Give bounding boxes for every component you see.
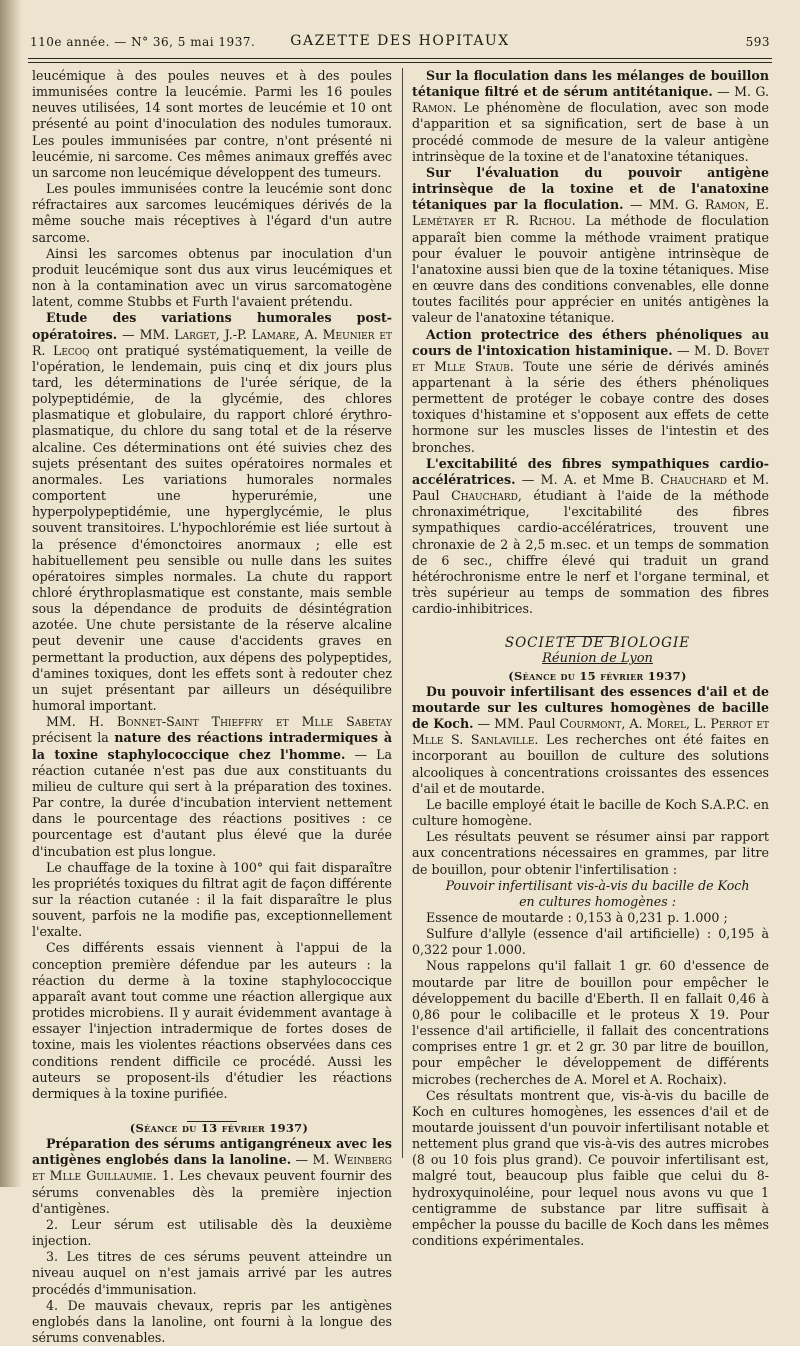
session-heading: (Séance du 15 février 1937) bbox=[508, 668, 687, 683]
issue-info: 110e année. — N° 36, 5 mai 1937. bbox=[30, 35, 256, 49]
paragraph: Ces résultats montrent que, vis-à-vis du bacille de Koch en cultures homogènes, les essences d'ail et de moutarde jouissent d'un pouvoir infertilisant notable et nettement plus grand que vis-à-vis des autres microbes (8 ou 10 fois plus grand). Ce pouvoir infertilisant est, malgré tout, beaucoup plus faible que celui du 8-hydroxyquinoléine, pour lequel nous avons vu que 1 centigramme de substance par litre suffisait à empêcher la pousse du bacille de Koch dans les mêmes conditions expérimentales. bbox=[412, 1087, 769, 1249]
article-title: Préparation des sérums antigangréneux avec les antigènes englobés dans la lanoline. bbox=[32, 1136, 392, 1168]
paragraph: Préparation des sérums antigangréneux avec les antigènes englobés dans la lanoline. — M. Weinberg et Mlle Guillaumie. 1. Les chevaux peuvent fournir des sérums convenables dès la première injection d'antigènes. bbox=[32, 1136, 393, 1216]
paragraph: Essence de moutarde : 0,153 à 0,231 p. 1.000 ; bbox=[426, 909, 728, 925]
society-heading: SOCIETE DE BIOLOGIE bbox=[504, 635, 691, 652]
paragraph: MM. H. Bonnet-Saint Thieffry et Mlle Sabetay précisent la nature des réactions intradermiques à la toxine staphylococcique chez l'homme. — La réaction cutanée n'est pas due aux constituants du milieu de culture qui sert à la préparation des toxines. Par contre, la durée d'incubation intervient nettement dans le pourcentage des réactions positives : ce pourcentage est d'autant plus élevé que la durée d'incubation est plus longue. bbox=[32, 714, 393, 859]
authors: Larget, J.-P. Lamare, A. Meunier et R. Lecoq bbox=[32, 326, 392, 358]
authors: Bovet et Mlle Staub bbox=[412, 342, 769, 374]
paragraph: Du pouvoir infertilisant des essences d'ail et de moutarde sur les cultures homogènes de bacille de Koch. — MM. Paul Courmont, A. Morel, L. Perrot et Mlle S. Sanlaville. Les recherches ont été faites en incorporant au bouillon de culture des solutions alcooliques à concentrations croissantes des essences d'ail et de moutarde. bbox=[412, 683, 769, 796]
page-number: 593 bbox=[745, 35, 770, 49]
centered-subheading: en cultures homogènes : bbox=[519, 893, 676, 909]
column-divider bbox=[402, 68, 403, 1158]
centered-subheading: Pouvoir infertilisant vis-à-vis du bacille de Koch bbox=[445, 877, 750, 893]
paragraph: Les résultats peuvent se résumer ainsi par rapport aux concentrations nécessaires en grammes, par litre de bouillon, pour obtenir l'infertilisation : bbox=[412, 829, 769, 877]
article-title: L'excitabilité des fibres sympathiques cardio-accélératrices. bbox=[412, 455, 769, 487]
authors: Ramon bbox=[412, 100, 453, 116]
authors: Chauchard bbox=[660, 471, 727, 487]
left-column bbox=[32, 68, 393, 1346]
article-title: Action protectrice des éthers phénoliques au cours de l'intoxication histaminique. bbox=[412, 326, 769, 358]
authors: Weinberg et Mlle Guillaumie bbox=[32, 1152, 392, 1184]
paragraph: 3. Les titres de ces sérums peuvent atteindre un niveau auquel on n'est jamais arrivé par les autres procédés d'immunisation. bbox=[32, 1249, 392, 1297]
session-heading: (Séance du 13 février 1937) bbox=[129, 1121, 309, 1135]
paragraph: Le chauffage de la toxine à 100° qui fait disparaître les propriétés toxiques du filtrat agit de façon différente sur la réaction cutanée : il la fait disparaître le plus souvent, parfois ne la modifie pas, exceptionnellement l'exalte. bbox=[32, 859, 392, 940]
authors: H. Bonnet-Saint Thieffry et Mlle Sabetay bbox=[88, 714, 393, 730]
journal-title: GAZETTE DES HOPITAUX bbox=[290, 33, 510, 49]
paragraph: leucémique à des poules neuves et à des poules immunisées contre la leucémie. Parmi les 16 poules neuves utilisées, 14 sont mortes de leucémie et 10 ont présenté au point d'inoculation des nodules tumoraux. Les poules immunisées par contre, n'ont présenté ni leucémie, ni sarcome. Ces mêmes animaux greffés avec un sarcome non leucémique développent des tumeurs. bbox=[32, 68, 392, 180]
paragraph: Les poules immunisées contre la leucémie sont donc réfractaires aux sarcomes leucémiques dérivés de la même souche mais réceptives à l'égard d'un autre sarcome. bbox=[32, 181, 392, 245]
running-header bbox=[30, 32, 770, 54]
paragraph: 4. De mauvais chevaux, repris par les antigènes englobés dans la lanoline, ont fourni à la longue des sérums convenables. bbox=[32, 1297, 392, 1346]
right-column bbox=[412, 68, 769, 1249]
paragraph: Le bacille employé était le bacille de Koch S.A.P.C. en culture homogène. bbox=[412, 796, 769, 829]
article-title: Sur l'évaluation du pouvoir antigène intrinsèque de la toxine et de l'anatoxine tétaniques par la floculation. bbox=[412, 164, 769, 213]
authors: Courmont, A. Morel, L. Perrot et Mlle S. Sanlaville bbox=[412, 716, 769, 748]
paragraph: Sur l'évaluation du pouvoir antigène intrinsèque de la toxine et de l'anatoxine tétaniques par la floculation. — MM. G. Ramon, E. Lemétayer et R. Richou. La méthode de floculation apparaît bien comme la méthode vraiment pratique pour évaluer le pouvoir antigène intrinsèque de l'anatoxine aussi bien que de la toxine tétaniques. Mise en œuvre dans des conditions convenables, elle donne toutes facilités pour apprécier en unités antigènes la valeur de l'anatoxine tétanique. bbox=[412, 164, 769, 326]
article-title: Du pouvoir infertilisant des essences d'ail et de moutarde sur les cultures homogènes de bacille de Koch. bbox=[412, 683, 769, 732]
authors: Chauchard bbox=[451, 488, 518, 504]
paragraph: 2. Leur sérum est utilisable dès la deuxième injection. bbox=[32, 1216, 392, 1249]
authors: Ramon, E. Lemétayer et R. Richou bbox=[412, 197, 769, 229]
paragraph: Sulfure d'allyle (essence d'ail artificielle) : 0,195 à 0,322 pour 1.000. bbox=[412, 926, 769, 958]
binding-edge bbox=[0, 0, 22, 1187]
article-title: Sur la floculation dans les mélanges de bouillon tétanique filtré et de sérum antitétanique. bbox=[412, 68, 769, 100]
article-title: Etude des variations humorales post-opératoires. bbox=[32, 310, 392, 342]
header-rule-thin bbox=[28, 62, 772, 63]
paragraph: L'excitabilité des fibres sympathiques cardio-accélératrices. — M. A. et Mme B. Chauchard et M. Paul Chauchard, étudiant à l'aide de la méthode chronaximétrique, l'excitabilité des fibres sympathiques cardio-accélératrices, trouvent une chronaxie de 2 à 2,5 m.sec. et un temps de sommation de 6 sec., chiffre élevé qui traduit un grand hétérochronisme entre le nerf et l'organe terminal, et très supérieur au temps de sommation des fibres cardio-inhibitrices. bbox=[412, 455, 769, 617]
paragraph: Sur la floculation dans les mélanges de bouillon tétanique filtré et de sérum antitétanique. — M. G. Ramon. Le phénomène de floculation, avec son mode d'apparition et sa signification, sert de base à un procédé commode de mesure de la valeur antigène intrinsèque de la toxine et de l'anatoxine tétaniques. bbox=[412, 68, 769, 164]
article-title: nature des réactions intradermiques à la toxine staphylococcique chez l'homme. bbox=[32, 730, 393, 762]
paragraph: Ainsi les sarcomes obtenus par inoculation d'un produit leucémique sont dus aux virus leucémiques et non à la contamination avec un virus sarcomatogène latent, comme Stubbs et Furth l'avaient prétendu. bbox=[32, 245, 392, 310]
paragraph: Ces différents essais viennent à l'appui de la conception première défendue par les auteurs : la réaction du derme à la toxine staphylococcique apparaît avant tout comme une réaction allergique aux protides microbiens. Il y aurait évidemment avantage à essayer l'injection intradermique de fortes doses de toxine, mais les violentes réactions observées dans ces conditions rendent difficile ce procédé. Aussi les auteurs se proposent-ils d'étudier les réactions dermiques à la toxine purifiée. bbox=[32, 940, 392, 1101]
paragraph: Etude des variations humorales post-opératoires. — MM. Larget, J.-P. Lamare, A. Meunier et R. Lecoq ont pratiqué systématiquement, la veille de l'opération, le lendemain, puis cinq et dix jours plus tard, les déterminations de l'urée sérique, de la polypeptidémie, de la glycémie, des chlores plasmatique et globulaire, du rapport chloré érythro-plasmatique, du chlore du sang total et de la réserve alcaline. Ces déterminations ont été suivies chez des sujets présentant des suites opératoires normales et anormales. Les variations humorales normales comportent une hyperurémie, une hyperpolypeptidémie, une hyperglycémie, le plus souvent transitoires. L'hypochlorémie est liée surtout à la présence d'émonctoires anormaux ; elle est habituellement peu sensible ou nulle dans les suites opératoires simples normales. La chute du rapport chloré érythroplasmatique est constante, mais semble sous la dépendance de produits de désintégration azotée. Une chute persistante de la réserve alcaline peut devenir une cause d'accidents graves en permettant la production, aux dépens des polypeptides, d'amines toxiques, dont les effets sont à redouter chez un sujet présentant par ailleurs un déséquilibre humoral important. bbox=[32, 310, 392, 714]
paragraph: Action protectrice des éthers phénoliques au cours de l'intoxication histaminique. — M. D. Bovet et Mlle Staub. Toute une série de dérivés aminés appartenant à la série des éthers phénoliques permettent de protéger le cobaye contre des doses toxiques d'histamine et s'opposent aux effets de cette hormone sur les muscles lisses de l'intestin et des bronches. bbox=[412, 326, 769, 455]
header-rule bbox=[28, 58, 772, 59]
paragraph: Nous rappelons qu'il fallait 1 gr. 60 d'essence de moutarde par litre de bouillon pour empêcher le développement du bacille d'Eberth. Il en fallait 0,46 à 0,86 pour le colibacille et le proteus X 19. Pour l'essence d'ail artificielle, il fallait des concentrations comprises entre 1 gr. et 2 gr. 30 par litre de bouillon, pour empêcher le développement de différents microbes (recherches de A. Morel et A. Rochaix). bbox=[412, 958, 769, 1087]
meeting-heading: Réunion de Lyon bbox=[542, 651, 653, 667]
